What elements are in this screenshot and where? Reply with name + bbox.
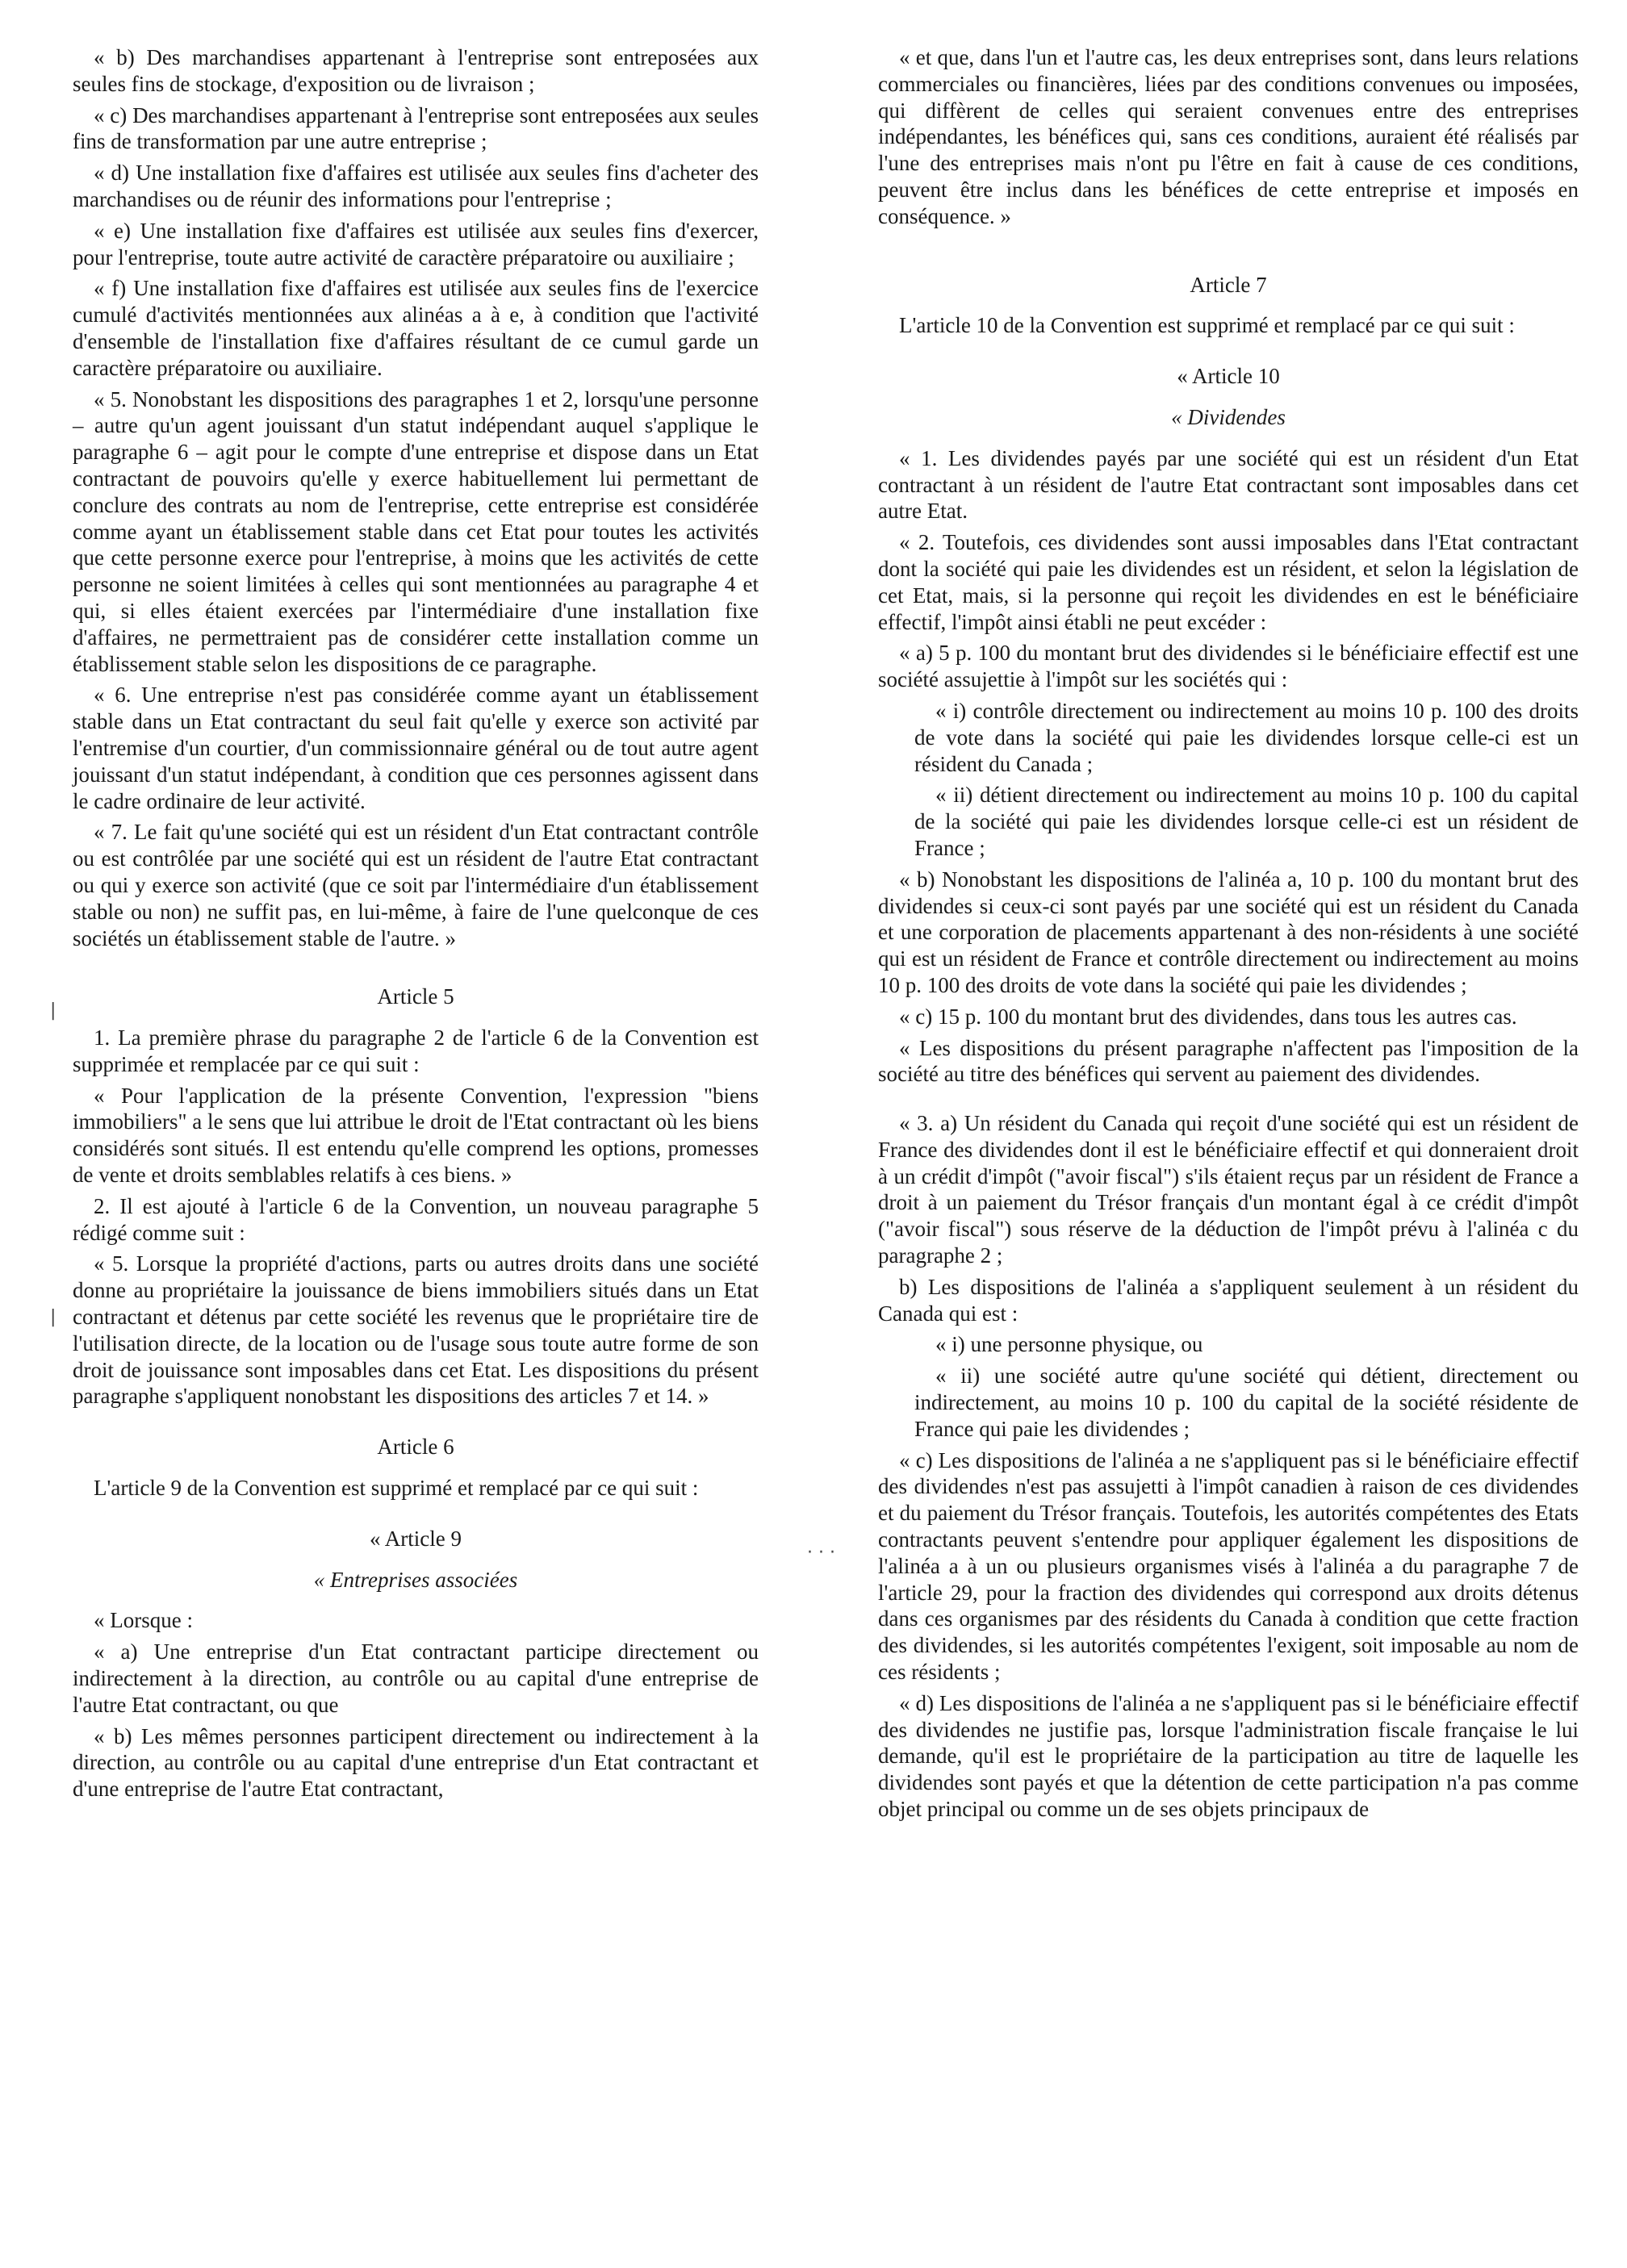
heading-entreprises-associees: « Entreprises associées <box>313 1567 518 1592</box>
article-6-intro: L'article 9 de la Convention est supprimé et remplacé par ce qui suit : <box>94 1476 699 1501</box>
paragraph-6: « 6. Une entreprise n'est pas considérée comme ayant un établissement stable dans un Etat contractant du seul fait qu'elle y exerce son activité par l'entremise d'un courtier, d'un commissionnaire général ou de tout autre agent jouissant d'un statut indépendant, à condition que ces personnes agissent dans le cadre ordinaire de leur activité. <box>73 683 759 813</box>
heading-article-6: Article 6 <box>377 1435 454 1460</box>
heading-article-7: Article 7 <box>1190 272 1267 297</box>
article-7-intro: L'article 10 de la Convention est supprimé et remplacé par ce qui suit : <box>899 313 1515 338</box>
margin-mark: | <box>50 1307 56 1327</box>
dividends-3b: b) Les dispositions de l'alinéa a s'appliquent seulement à un résident du Canada qui est : <box>878 1274 1579 1326</box>
heading-article-5: Article 5 <box>377 984 454 1009</box>
dividends-paragraph-1: « 1. Les dividendes payés par une société qui est un résident d'un Etat contractant à un résident de l'autre Etat contractant sont imposables dans cet autre Etat. <box>878 445 1579 524</box>
article-5-quote-1: « Pour l'application de la présente Convention, l'expression "biens immobiliers" a le sens que lui attribue le droit de l'Etat contractant où les biens considérés sont situés. Il est entendu qu'elle comprend les options, promesses de vente et droits semblables relatifs à ces biens. » <box>73 1083 759 1188</box>
dividends-2a-i: « i) contrôle directement ou indirectement au moins 10 p. 100 des droits de vote dans la société qui paie les dividendes lorsque celle-ci est un résident du Canada ; <box>914 698 1579 776</box>
heading-dividendes: « Dividendes <box>1171 404 1286 429</box>
paragraph-4e: « e) Une installation fixe d'affaires est utilisée aux seules fins d'exercer, pour l'entreprise, toute autre activité de caractère préparatoire ou auxiliaire ; <box>73 218 759 269</box>
dividends-paragraph-2: « 2. Toutefois, ces dividendes sont aussi imposables dans l'Etat contractant dont la société qui paie les dividendes est un résident, et selon la législation de cet Etat, mais, si la personne qui reçoit les dividendes en est le bénéficiaire effectif, l'impôt ainsi établi ne peut excéder : <box>878 530 1579 634</box>
dividends-3a: « 3. a) Un résident du Canada qui reçoit d'une société qui est un résident de France des dividendes dont il est le bénéficiaire effectif et qui donneraient droit à un crédit d'impôt ("avoir fiscal") s'ils étaient reçus par un résident de France a droit à un paiement du Trésor français d'un montant égal à ce crédit d'impôt ("avoir fiscal") sous réserve de la déduction de l'impôt prévu à l'alinéa c du paragraphe 2 ; <box>878 1111 1579 1268</box>
paragraph-7: « 7. Le fait qu'une société qui est un résident d'un Etat contractant contrôle ou est contrôlée par une société qui est un résident de l'autre Etat contractant ou qui y exerce son activité (que ce soit par l'intermédiaire d'un établissement stable ou non) ne suffit pas, en lui-même, à faire de l'une quelconque de ces sociétés un établissement stable de l'autre. » <box>73 820 759 950</box>
dividends-3b-i: « i) une personne physique, ou <box>935 1332 1203 1357</box>
paragraph-4f: « f) Une installation fixe d'affaires est utilisée aux seules fins de l'exercice cumulé d'activités mentionnées aux alinéas a à e, à condition que l'activité d'ensemble de l'installation fixe d'affaires résultant de ce cumul garde un caractère préparatoire ou auxiliaire. <box>73 276 759 380</box>
dividends-2b: « b) Nonobstant les dispositions de l'alinéa a, 10 p. 100 du montant brut des dividendes si ceux-ci sont payés par une société qui est un résident du Canada et une corporation de placements appartenant à des non-résidents à une société qui est un résident de France et contrôle directement ou indirectement au moins 10 p. 100 des droits de vote dans la société qui paie les dividendes ; <box>878 867 1579 997</box>
dividends-2-closing: « Les dispositions du présent paragraphe n'affectent pas l'imposition de la société au titre des bénéfices qui servent au paiement des dividendes. <box>878 1035 1579 1087</box>
article-5-quote-2: « 5. Lorsque la propriété d'actions, parts ou autres droits dans une société donne au propriétaire la jouissance de biens immobiliers situés dans un Etat contractant et détenus par cette société les revenus que le propriétaire tire de l'utilisation directe, de la location ou de l'usage sous toute autre forme de son droit de jouissance sont imposables dans cet Etat. Les dispositions du présent paragraphe s'appliquent nonobstant les dispositions des articles 7 et 14. » <box>73 1251 759 1409</box>
article-5-paragraph-1: 1. La première phrase du paragraphe 2 de l'article 6 de la Convention est supprimée et remplacée par ce qui suit : <box>73 1025 759 1076</box>
spacer <box>878 1092 1579 1110</box>
dividends-3d: « d) Les dispositions de l'alinéa a ne s'appliquent pas si le bénéficiaire effectif des dividendes ne justifie pas, lorsque l'administration fiscale française le lui demande, qu'il est le propriétaire de la participation au titre de laquelle les dividendes sont payés et que la détention de cette participation n'a pas comme objet principal ou comme un de ses objets principaux de <box>878 1690 1579 1822</box>
article-9-b: « b) Les mêmes personnes participent directement ou indirectement à la direction, au contrôle ou au capital d'une entreprise d'un Etat contractant et d'une entreprise de l'autre Etat contractant, <box>73 1723 759 1802</box>
dividends-2a-ii: « ii) détient directement ou indirectement au moins 10 p. 100 du capital de la société qui paie les dividendes lorsque celle-ci est un résident de France ; <box>914 783 1579 860</box>
heading-article-10: « Article 10 <box>1177 364 1280 389</box>
paragraph-4c: « c) Des marchandises appartenant à l'entreprise sont entreposées aux seules fins de transformation par une autre entreprise ; <box>73 102 759 154</box>
article-9-continuation: « et que, dans l'un et l'autre cas, les deux entreprises sont, dans leurs relations commerciales ou financières, liées par des conditions convenues ou imposées, qui diffèrent de celles qui seraient convenues entre des entreprises indépendantes, les bénéfices qui, sans ces conditions, auraient été réalisés par l'une des entreprises mais n'ont pu l'être en fait à cause de ces conditions, peuvent être inclus dans les bénéfices de cette entreprise et imposés en conséquence. » <box>878 45 1579 228</box>
article-5-paragraph-2: 2. Il est ajouté à l'article 6 de la Convention, un nouveau paragraphe 5 rédigé comme suit : <box>73 1193 759 1245</box>
scan-speck: · · · <box>807 1543 835 1563</box>
margin-mark: | <box>50 1000 56 1021</box>
article-9-a: « a) Une entreprise d'un Etat contractant participe directement ou indirectement à la direction, au contrôle ou au capital d'une entreprise de l'autre Etat contractant, ou que <box>73 1639 759 1717</box>
dividends-3c: « c) Les dispositions de l'alinéa a ne s'appliquent pas si le bénéficiaire effectif des dividendes n'est pas assujetti à l'impôt canadien à raison de ces dividendes et du paiement du Trésor français. Toutefois, les autorités compétentes des Etats contractants peuvent s'entendre pour appliquer également les dispositions de l'alinéa a à un ou plusieurs organismes visés à l'alinéa a du paragraphe 7 de l'article 29, pour la fraction des dividendes qui correspond aux droits détenus dans ces organismes par des résidents du Canada à condition que cette fraction des dividendes, si les autorités compétentes l'exigent, soit imposable au nom de ces résidents ; <box>878 1447 1579 1685</box>
right-column <box>878 44 1579 1827</box>
dividends-2a: « a) 5 p. 100 du montant brut des dividendes si le bénéficiaire effectif est une société assujettie à l'impôt sur les sociétés qui : <box>878 641 1579 692</box>
left-column <box>73 44 759 1807</box>
heading-article-9: « Article 9 <box>370 1526 462 1551</box>
paragraph-4d: « d) Une installation fixe d'affaires est utilisée aux seules fins d'acheter des marchandises ou de réunir des informations pour l'entreprise ; <box>73 161 759 211</box>
article-9-lorsque: « Lorsque : <box>94 1608 193 1633</box>
paragraph-5: « 5. Nonobstant les dispositions des paragraphes 1 et 2, lorsqu'une personne – autre qu'un agent jouissant d'un statut indépendant auquel s'applique le paragraphe 6 – agit pour le compte d'une entreprise et dispose dans un Etat contractant de pouvoirs qu'elle y exerce habituellement lui permettant de conclure des contrats au nom de l'entreprise, cette entreprise est considérée comme ayant un établissement stable dans cet Etat pour toutes les activités que cette personne exerce pour l'entreprise, à moins que les activités de cette personne ne soient limitées à celles qui sont mentionnées au paragraphe 4 et qui, si elles étaient exercées par l'intermédiaire d'une installation fixe d'affaires, ne permettraient pas de considérer cette installation comme un établissement stable selon les dispositions de ce paragraphe. <box>73 386 759 676</box>
paragraph-4b: « b) Des marchandises appartenant à l'entreprise sont entreposées aux seules fins de stockage, d'exposition ou de livraison ; <box>73 45 759 96</box>
dividends-2c: « c) 15 p. 100 du montant brut des dividendes, dans tous les autres cas. <box>899 1004 1517 1029</box>
dividends-3b-ii: « ii) une société autre qu'une société qui détient, directement ou indirectement, au moins 10 p. 100 du capital de la société résidente de France qui paie les dividendes ; <box>914 1364 1579 1441</box>
